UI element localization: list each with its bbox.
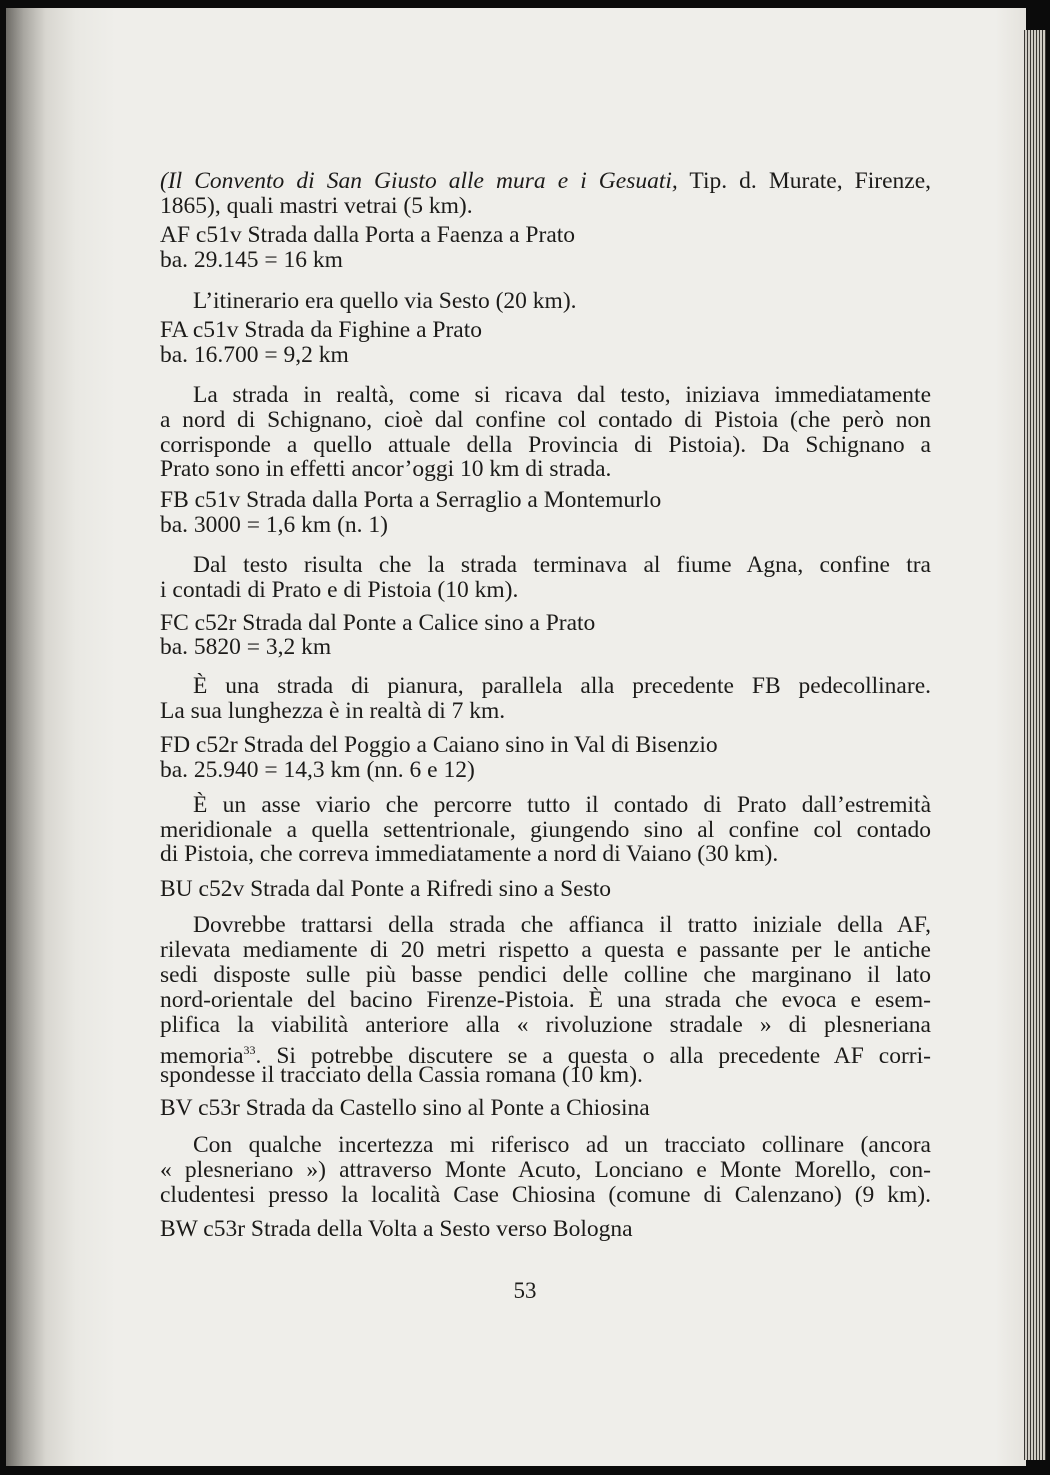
text-line <box>160 732 931 758</box>
text-line <box>160 876 931 902</box>
text-line <box>160 247 931 273</box>
page-edges <box>1024 30 1046 1460</box>
text-line <box>160 432 931 458</box>
text-line <box>160 552 931 578</box>
citation-rest: Tip. d. Murate, Firenze, <box>677 168 931 194</box>
text-line <box>160 1216 931 1242</box>
line-text: memoria <box>160 1043 244 1069</box>
line-text: ba. 16.700 = 9,2 km <box>160 342 349 368</box>
text-line <box>160 1182 931 1208</box>
text-line <box>160 1095 931 1121</box>
page-number: 53 <box>513 1278 537 1303</box>
line-text: AF c51v Strada dalla Porta a Faenza a Prato <box>160 222 576 248</box>
text-line <box>160 757 931 783</box>
line-text: BU c52v Strada dal Ponte a Rifredi sino a Sesto <box>160 876 611 902</box>
text-line <box>160 634 931 660</box>
text-line <box>160 222 931 248</box>
line-text: FC c52r Strada dal Ponte a Calice sino a Prato <box>160 610 596 636</box>
text-line <box>160 1132 931 1158</box>
text-line <box>160 342 931 368</box>
line-text: Dal testo risulta che la strada terminava al fiume Agna, confine tra <box>193 552 931 578</box>
line-text: a nord di Schignano, cioè dal confine col contado di Pistoia (che però non <box>160 407 931 433</box>
text-line <box>160 193 931 219</box>
line-text: La sua lunghezza è in realtà di 7 km. <box>160 698 506 724</box>
line-text: rilevata mediamente di 20 metri rispetto a questa e passante per le antiche <box>160 937 931 963</box>
citation-title: (Il Convento di San Giusto alle mura e i Gesuati, <box>160 168 678 194</box>
text-line <box>160 962 931 988</box>
line-text: ba. 29.145 = 16 km <box>160 247 343 273</box>
line-text: corrisponde a quello attuale della Provincia di Pistoia). Da Schignano a <box>160 432 931 458</box>
text-line <box>160 937 931 963</box>
line-text: BV c53r Strada da Castello sino al Ponte a Chiosina <box>160 1095 650 1121</box>
line-text: cludentesi presso la località Case Chiosina (comune di Calenzano) (9 km). <box>160 1182 931 1208</box>
line-text: Prato sono in effetti ancor’oggi 10 km di strada. <box>160 456 612 482</box>
text-line <box>160 487 931 513</box>
text-line <box>160 317 931 343</box>
text-line <box>160 382 931 408</box>
line-text: meridionale a quella settentrionale, giungendo sino al confine col contado <box>160 817 931 843</box>
text-line <box>160 987 931 1013</box>
text-line <box>160 1062 931 1088</box>
text-line <box>160 673 931 699</box>
line-text: nord-orientale del bacino Firenze-Pistoia. È una strada che evoca e esem- <box>160 987 931 1013</box>
line-text: FA c51v Strada da Fighine a Prato <box>160 317 482 343</box>
line-text: La strada in realtà, come si ricava dal testo, iniziava immediatamente <box>193 382 931 408</box>
text-line-0 <box>160 168 931 194</box>
footnote-ref: 33 <box>243 1043 256 1057</box>
line-text: Dovrebbe trattarsi della strada che affianca il tratto iniziale della AF, <box>193 912 931 938</box>
line-text: ba. 25.940 = 14,3 km (nn. 6 e 12) <box>160 757 475 783</box>
line-text: BW c53r Strada della Volta a Sesto verso Bologna <box>160 1216 633 1242</box>
line-text: L’itinerario era quello via Sesto (20 km). <box>193 288 577 314</box>
text-line <box>160 817 931 843</box>
line-text: « plesneriano ») attraverso Monte Acuto, Lonciano e Monte Morello, con- <box>160 1157 931 1183</box>
line-text: FD c52r Strada del Poggio a Caiano sino in Val di Bisenzio <box>160 732 718 758</box>
text-line <box>160 1012 931 1038</box>
line-text: È una strada di pianura, parallela alla precedente FB pedecollinare. <box>193 673 931 699</box>
text-line <box>160 698 931 724</box>
line-text: Con qualche incertezza mi riferisco ad un tracciato collinare (ancora <box>193 1132 931 1158</box>
line-text: i contadi di Prato e di Pistoia (10 km). <box>160 577 519 603</box>
text-line <box>160 1157 931 1183</box>
text-line <box>160 792 931 818</box>
text-line <box>160 407 931 433</box>
text-line <box>160 512 931 538</box>
text-line <box>160 841 931 867</box>
line-text: È un asse viario che percorre tutto il contado di Prato dall’estremità <box>193 792 931 818</box>
line-text: ba. 5820 = 3,2 km <box>160 634 332 660</box>
line-text: plifica la viabilità anteriore alla « rivoluzione stradale » di plesneriana <box>160 1012 931 1038</box>
line-text: 1865), quali mastri vetrai (5 km). <box>160 193 473 219</box>
line-text-after: . Si potrebbe discutere se a questa o alla precedente AF corri- <box>255 1043 931 1069</box>
text-line <box>160 288 931 314</box>
line-text: sedi disposte sulle più basse pendici delle colline che marginano il lato <box>160 962 931 988</box>
text-line <box>160 610 931 636</box>
text-line <box>160 456 931 482</box>
line-text: ba. 3000 = 1,6 km (n. 1) <box>160 512 388 538</box>
text-line <box>160 912 931 938</box>
line-text: di Pistoia, che correva immediatamente a nord di Vaiano (30 km). <box>160 841 779 867</box>
line-text: FB c51v Strada dalla Porta a Serraglio a Montemurlo <box>160 487 662 513</box>
line-text: spondesse il tracciato della Cassia romana (10 km). <box>160 1062 643 1088</box>
text-line <box>160 577 931 603</box>
